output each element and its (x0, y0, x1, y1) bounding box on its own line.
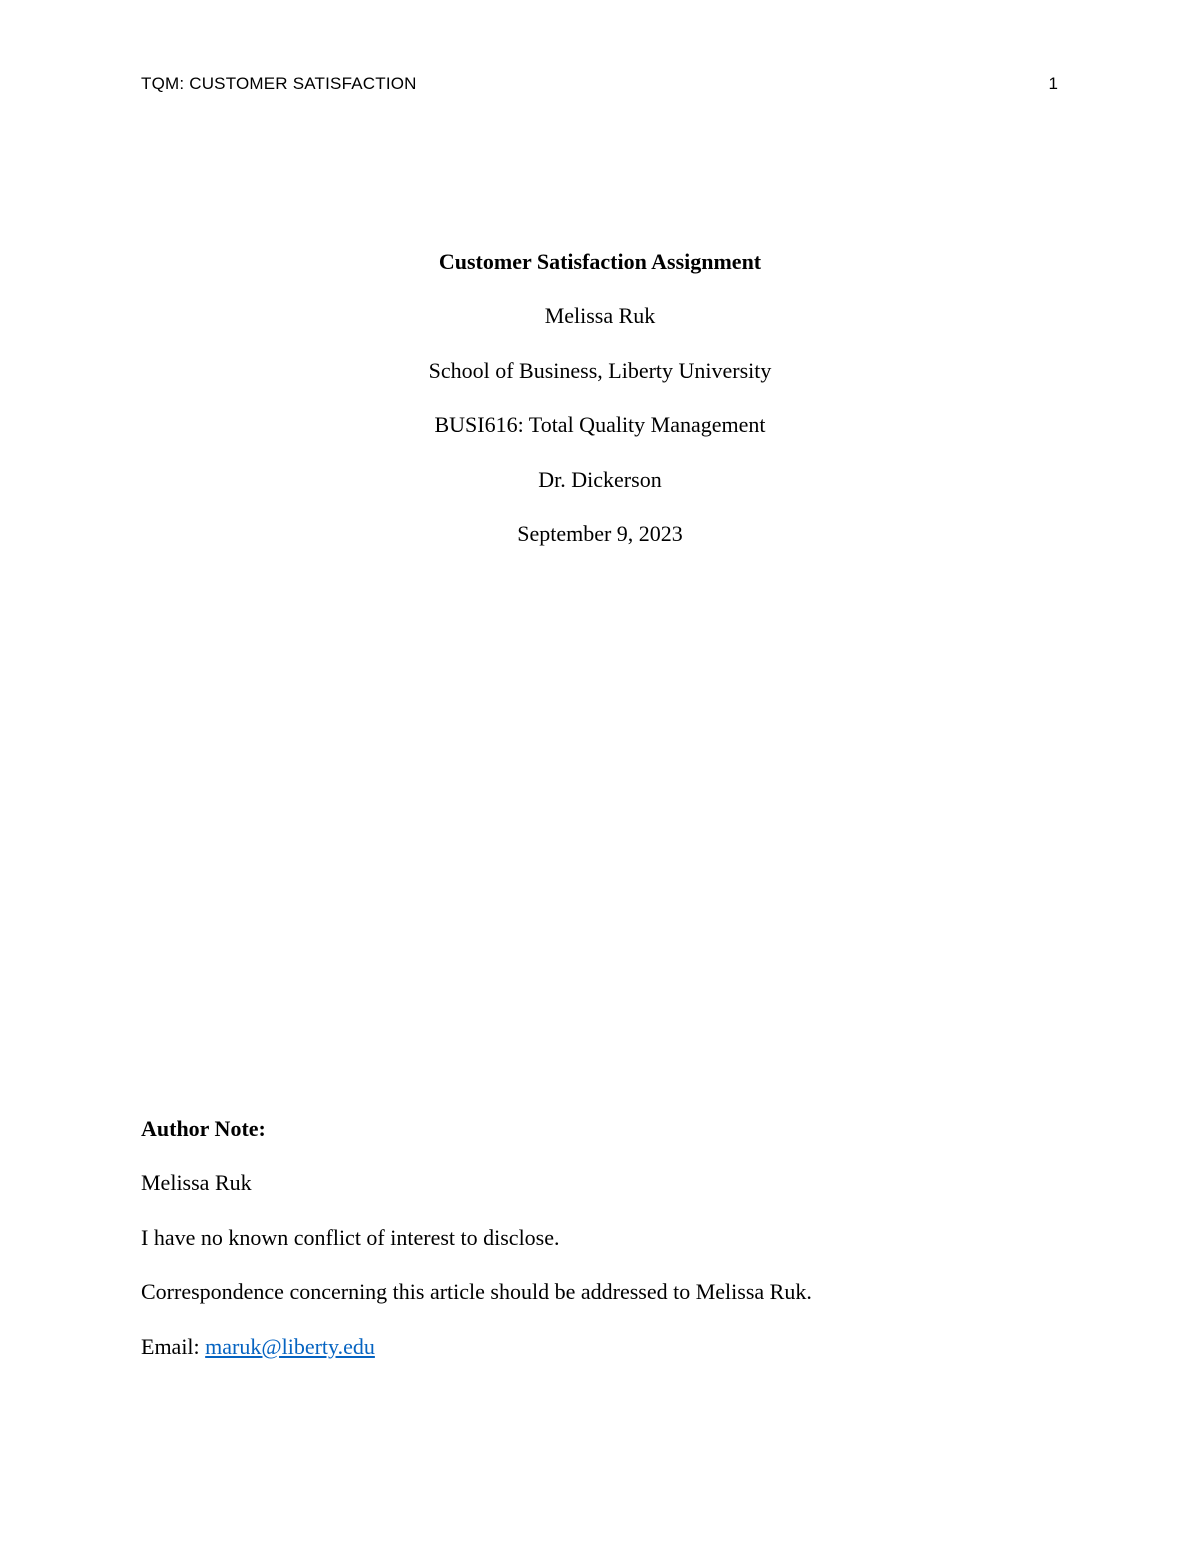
course-name: BUSI616: Total Quality Management (434, 412, 766, 438)
author-name: Melissa Ruk (544, 303, 656, 329)
submission-date: September 9, 2023 (517, 520, 683, 546)
document-title: Customer Satisfaction Assignment (438, 249, 762, 274)
page-number: 1 (1048, 74, 1058, 93)
email-label: Email: (141, 1333, 206, 1359)
conflict-statement: I have no known conflict of interest to disclose. (141, 1224, 560, 1250)
author-note (141, 1113, 1061, 1385)
author-note-heading: Author Note: (141, 1116, 266, 1141)
title-block (0, 246, 1200, 572)
instructor-name: Dr. Dickerson (538, 466, 662, 492)
running-head: TQM: CUSTOMER SATISFACTION (141, 74, 417, 93)
email-line (141, 1331, 1061, 1385)
correspondence-statement: Correspondence concerning this article should be addressed to Melissa Ruk. (141, 1279, 812, 1305)
author-note-name: Melissa Ruk (141, 1170, 252, 1196)
affiliation: School of Business, Liberty University (428, 357, 772, 383)
email-link[interactable]: maruk@liberty.edu (205, 1333, 375, 1359)
